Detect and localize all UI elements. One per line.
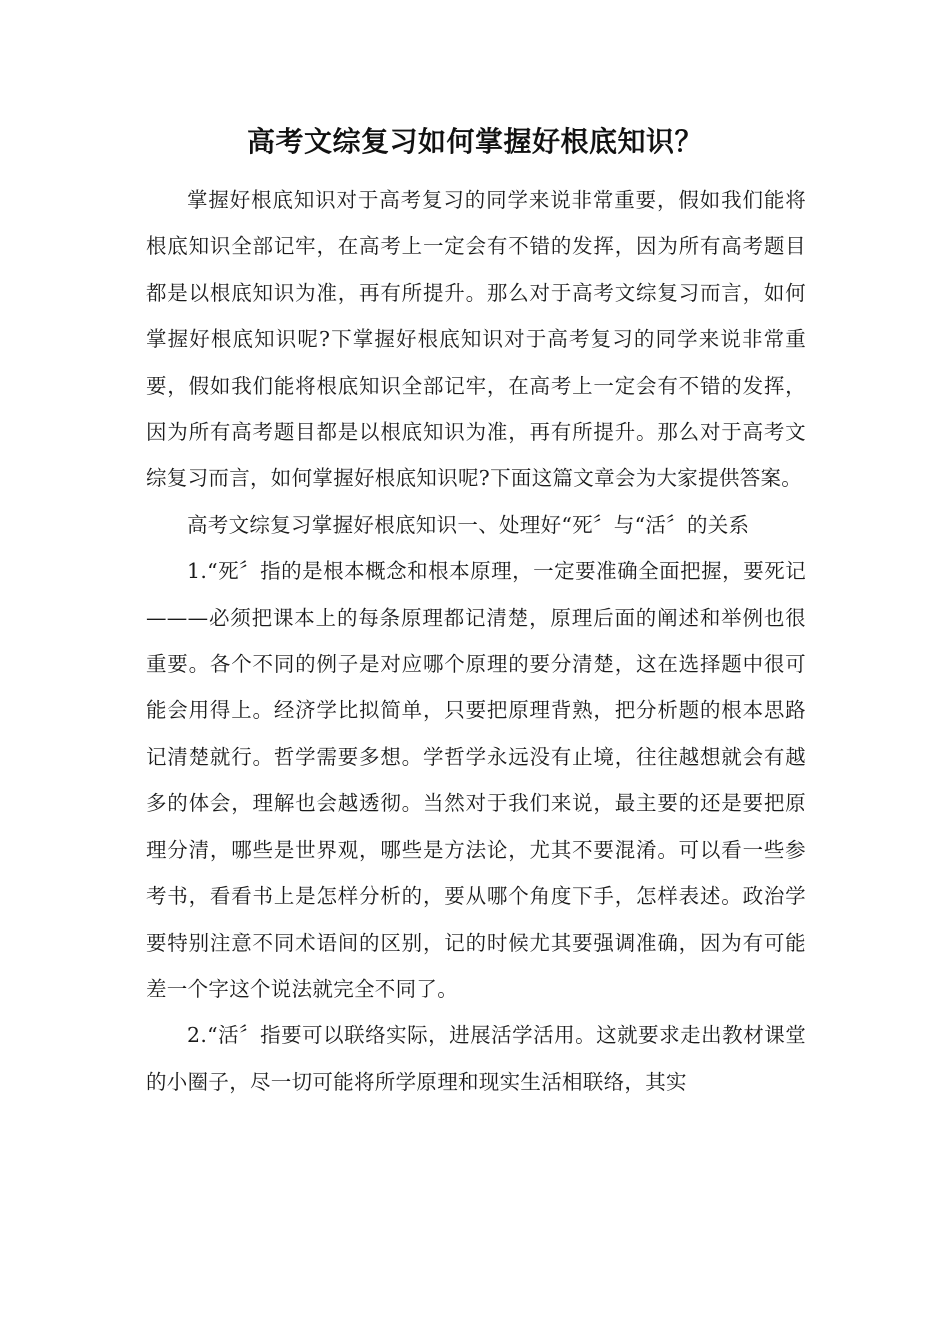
paragraph-point-2: 2.“活〞指要可以联络实际，进展活学活用。这就要求走出教材课堂的小圈子，尽一切可能将所学原理和现实生活相联络，其实 — [146, 1023, 806, 1094]
paragraph-intro: 掌握好根底知识对于高考复习的同学来说非常重要，假如我们能将根底知识全部记牢，在高考上一定会有不错的发挥，因为所有高考题目都是以根底知识为准，再有所提升。那么对于高考文综复习而言，如何掌握好根底知识呢?下掌握好根底知识对于高考复习的同学来说非常重要，假如我们能将根底知识全部记牢，在高考上一定会有不错的发挥，因为所有高考题目都是以根底知识为准，再有所提升。那么对于高考文综复习而言，如何掌握好根底知识呢?下面这篇文章会为大家提供答案。 — [146, 188, 806, 491]
document-body — [146, 177, 806, 1105]
document-title: 高考文综复习如何掌握好根底知识？ — [246, 125, 703, 158]
paragraph-section-heading: 高考文综复习掌握好根底知识一、处理好“死〞与“活〞的关系 — [187, 512, 750, 537]
paragraph-point-1: 1.“死〞指的是根本概念和根本原理，一定要准确全面把握，要死记———必须把课本上的每条原理都记清楚，原理后面的阐述和举例也很重要。各个不同的例子是对应哪个原理的要分清楚，这在选择题中很可能会用得上。经济学比拟简单，只要把原理背熟，把分析题的根本思路记清楚就行。哲学需要多想。学哲学永远没有止境，往往越想就会有越多的体会，理解也会越透彻。当然对于我们来说，最主要的还是要把原理分清，哪些是世界观，哪些是方法论，尤其不要混淆。可以看一些参考书，看看书上是怎样分析的，要从哪个角度下手，怎样表述。政治学要特别注意不同术语间的区别，记的时候尤其要强调准确，因为有可能差一个字这个说法就完全不同了。 — [146, 559, 806, 1001]
